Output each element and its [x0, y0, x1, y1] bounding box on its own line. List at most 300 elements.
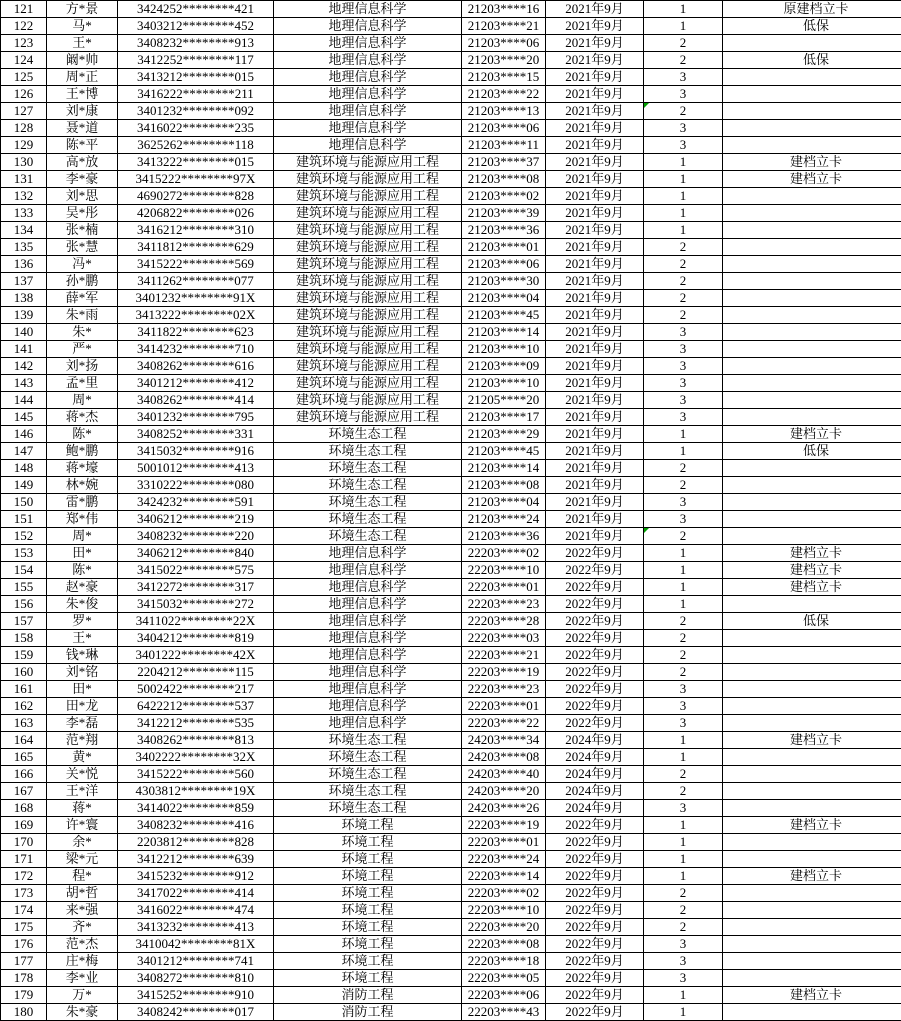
- id-number-cell[interactable]: 3401232********91X: [118, 290, 274, 307]
- id-number-cell[interactable]: 3416222********211: [118, 86, 274, 103]
- student-name-cell[interactable]: 蒋*: [47, 800, 118, 817]
- student-id-cell[interactable]: 22203****08: [462, 936, 546, 953]
- row-number-cell[interactable]: 138: [1, 290, 47, 307]
- student-name-cell[interactable]: 朱*俊: [47, 596, 118, 613]
- note-cell[interactable]: 建档立卡: [723, 426, 901, 443]
- student-name-cell[interactable]: 蒋*壕: [47, 460, 118, 477]
- row-number-cell[interactable]: 139: [1, 307, 47, 324]
- note-cell[interactable]: [723, 205, 901, 222]
- count-cell[interactable]: 1: [644, 545, 723, 562]
- count-cell[interactable]: 2: [644, 647, 723, 664]
- row-number-cell[interactable]: 124: [1, 52, 47, 69]
- major-cell[interactable]: 消防工程: [274, 1004, 462, 1021]
- major-cell[interactable]: 建筑环境与能源应用工程: [274, 222, 462, 239]
- major-cell[interactable]: 环境生态工程: [274, 460, 462, 477]
- id-number-cell[interactable]: 4206822********026: [118, 205, 274, 222]
- note-cell[interactable]: [723, 698, 901, 715]
- note-cell[interactable]: [723, 137, 901, 154]
- major-cell[interactable]: 建筑环境与能源应用工程: [274, 392, 462, 409]
- major-cell[interactable]: 地理信息科学: [274, 579, 462, 596]
- enroll-date-cell[interactable]: 2021年9月: [546, 290, 644, 307]
- student-name-cell[interactable]: 程*: [47, 868, 118, 885]
- note-cell[interactable]: [723, 324, 901, 341]
- student-id-cell[interactable]: 22203****05: [462, 970, 546, 987]
- major-cell[interactable]: 建筑环境与能源应用工程: [274, 171, 462, 188]
- student-id-cell[interactable]: 22203****14: [462, 868, 546, 885]
- student-id-cell[interactable]: 22203****02: [462, 545, 546, 562]
- count-cell[interactable]: 3: [644, 715, 723, 732]
- id-number-cell[interactable]: 3406212********840: [118, 545, 274, 562]
- enroll-date-cell[interactable]: 2021年9月: [546, 188, 644, 205]
- student-id-cell[interactable]: 21203****29: [462, 426, 546, 443]
- student-id-cell[interactable]: 21203****37: [462, 154, 546, 171]
- id-number-cell[interactable]: 3414232********710: [118, 341, 274, 358]
- id-number-cell[interactable]: 3412272********317: [118, 579, 274, 596]
- note-cell[interactable]: [723, 681, 901, 698]
- id-number-cell[interactable]: 3411822********623: [118, 324, 274, 341]
- student-id-cell[interactable]: 24203****20: [462, 783, 546, 800]
- note-cell[interactable]: 建档立卡: [723, 154, 901, 171]
- id-number-cell[interactable]: 3416022********474: [118, 902, 274, 919]
- student-name-cell[interactable]: 朱*雨: [47, 307, 118, 324]
- count-cell[interactable]: 1: [644, 222, 723, 239]
- note-cell[interactable]: [723, 511, 901, 528]
- student-id-cell[interactable]: 21203****06: [462, 120, 546, 137]
- row-number-cell[interactable]: 150: [1, 494, 47, 511]
- student-name-cell[interactable]: 万*: [47, 987, 118, 1004]
- note-cell[interactable]: 低保: [723, 52, 901, 69]
- major-cell[interactable]: 环境工程: [274, 885, 462, 902]
- student-id-cell[interactable]: 22203****10: [462, 902, 546, 919]
- count-cell[interactable]: 3: [644, 494, 723, 511]
- student-name-cell[interactable]: 林*婉: [47, 477, 118, 494]
- student-id-cell[interactable]: 21203****16: [462, 1, 546, 18]
- major-cell[interactable]: 地理信息科学: [274, 1, 462, 18]
- count-cell[interactable]: 2: [644, 630, 723, 647]
- count-cell[interactable]: 1: [644, 205, 723, 222]
- note-cell[interactable]: [723, 749, 901, 766]
- id-number-cell[interactable]: 3417022********414: [118, 885, 274, 902]
- enroll-date-cell[interactable]: 2022年9月: [546, 902, 644, 919]
- row-number-cell[interactable]: 171: [1, 851, 47, 868]
- note-cell[interactable]: 原建档立卡: [723, 1, 901, 18]
- student-name-cell[interactable]: 许*寰: [47, 817, 118, 834]
- student-name-cell[interactable]: 王*: [47, 630, 118, 647]
- student-id-cell[interactable]: 21203****14: [462, 324, 546, 341]
- student-id-cell[interactable]: 21203****36: [462, 222, 546, 239]
- row-number-cell[interactable]: 133: [1, 205, 47, 222]
- id-number-cell[interactable]: 3413222********02X: [118, 307, 274, 324]
- row-number-cell[interactable]: 127: [1, 103, 47, 120]
- student-name-cell[interactable]: 刘*扬: [47, 358, 118, 375]
- note-cell[interactable]: [723, 375, 901, 392]
- row-number-cell[interactable]: 144: [1, 392, 47, 409]
- major-cell[interactable]: 建筑环境与能源应用工程: [274, 341, 462, 358]
- row-number-cell[interactable]: 152: [1, 528, 47, 545]
- row-number-cell[interactable]: 153: [1, 545, 47, 562]
- count-cell[interactable]: 1: [644, 868, 723, 885]
- major-cell[interactable]: 地理信息科学: [274, 613, 462, 630]
- student-name-cell[interactable]: 范*杰: [47, 936, 118, 953]
- student-id-cell[interactable]: 22203****23: [462, 596, 546, 613]
- student-name-cell[interactable]: 陈*: [47, 562, 118, 579]
- major-cell[interactable]: 环境生态工程: [274, 443, 462, 460]
- student-id-cell[interactable]: 22203****22: [462, 715, 546, 732]
- enroll-date-cell[interactable]: 2021年9月: [546, 307, 644, 324]
- count-cell[interactable]: 2: [644, 766, 723, 783]
- student-name-cell[interactable]: 聂*道: [47, 120, 118, 137]
- student-name-cell[interactable]: 赵*豪: [47, 579, 118, 596]
- row-number-cell[interactable]: 154: [1, 562, 47, 579]
- enroll-date-cell[interactable]: 2024年9月: [546, 766, 644, 783]
- count-cell[interactable]: 3: [644, 69, 723, 86]
- id-number-cell[interactable]: 3408262********616: [118, 358, 274, 375]
- student-name-cell[interactable]: 周*正: [47, 69, 118, 86]
- row-number-cell[interactable]: 176: [1, 936, 47, 953]
- id-number-cell[interactable]: 2203812********828: [118, 834, 274, 851]
- note-cell[interactable]: [723, 1004, 901, 1021]
- student-id-cell[interactable]: 24203****26: [462, 800, 546, 817]
- student-name-cell[interactable]: 朱*豪: [47, 1004, 118, 1021]
- enroll-date-cell[interactable]: 2021年9月: [546, 375, 644, 392]
- student-name-cell[interactable]: 梁*元: [47, 851, 118, 868]
- enroll-date-cell[interactable]: 2022年9月: [546, 664, 644, 681]
- student-id-cell[interactable]: 21203****39: [462, 205, 546, 222]
- note-cell[interactable]: [723, 273, 901, 290]
- id-number-cell[interactable]: 3424232********591: [118, 494, 274, 511]
- count-cell[interactable]: 3: [644, 511, 723, 528]
- count-cell[interactable]: 3: [644, 358, 723, 375]
- id-number-cell[interactable]: 3401232********795: [118, 409, 274, 426]
- count-cell[interactable]: 1: [644, 443, 723, 460]
- count-cell[interactable]: 3: [644, 409, 723, 426]
- major-cell[interactable]: 地理信息科学: [274, 630, 462, 647]
- enroll-date-cell[interactable]: 2022年9月: [546, 579, 644, 596]
- count-cell[interactable]: 1: [644, 834, 723, 851]
- student-id-cell[interactable]: 21203****45: [462, 443, 546, 460]
- student-name-cell[interactable]: 刘*康: [47, 103, 118, 120]
- student-name-cell[interactable]: 阚*帅: [47, 52, 118, 69]
- student-id-cell[interactable]: 24203****08: [462, 749, 546, 766]
- row-number-cell[interactable]: 151: [1, 511, 47, 528]
- row-number-cell[interactable]: 147: [1, 443, 47, 460]
- row-number-cell[interactable]: 132: [1, 188, 47, 205]
- note-cell[interactable]: [723, 103, 901, 120]
- note-cell[interactable]: [723, 970, 901, 987]
- enroll-date-cell[interactable]: 2021年9月: [546, 273, 644, 290]
- id-number-cell[interactable]: 3408252********331: [118, 426, 274, 443]
- row-number-cell[interactable]: 148: [1, 460, 47, 477]
- note-cell[interactable]: [723, 783, 901, 800]
- row-number-cell[interactable]: 157: [1, 613, 47, 630]
- count-cell[interactable]: 3: [644, 936, 723, 953]
- id-number-cell[interactable]: 3310222********080: [118, 477, 274, 494]
- enroll-date-cell[interactable]: 2022年9月: [546, 698, 644, 715]
- enroll-date-cell[interactable]: 2021年9月: [546, 1, 644, 18]
- major-cell[interactable]: 建筑环境与能源应用工程: [274, 324, 462, 341]
- major-cell[interactable]: 地理信息科学: [274, 35, 462, 52]
- major-cell[interactable]: 地理信息科学: [274, 18, 462, 35]
- major-cell[interactable]: 建筑环境与能源应用工程: [274, 239, 462, 256]
- enroll-date-cell[interactable]: 2021年9月: [546, 103, 644, 120]
- note-cell[interactable]: 建档立卡: [723, 171, 901, 188]
- count-cell[interactable]: 1: [644, 18, 723, 35]
- count-cell[interactable]: 1: [644, 171, 723, 188]
- id-number-cell[interactable]: 3408232********220: [118, 528, 274, 545]
- note-cell[interactable]: [723, 477, 901, 494]
- student-id-cell[interactable]: 21205****20: [462, 392, 546, 409]
- student-name-cell[interactable]: 刘*思: [47, 188, 118, 205]
- note-cell[interactable]: [723, 919, 901, 936]
- student-name-cell[interactable]: 庄*梅: [47, 953, 118, 970]
- count-cell[interactable]: 1: [644, 817, 723, 834]
- note-cell[interactable]: [723, 358, 901, 375]
- student-id-cell[interactable]: 21203****08: [462, 477, 546, 494]
- count-cell[interactable]: 2: [644, 664, 723, 681]
- enroll-date-cell[interactable]: 2022年9月: [546, 647, 644, 664]
- major-cell[interactable]: 建筑环境与能源应用工程: [274, 188, 462, 205]
- row-number-cell[interactable]: 142: [1, 358, 47, 375]
- student-id-cell[interactable]: 21203****24: [462, 511, 546, 528]
- count-cell[interactable]: 3: [644, 120, 723, 137]
- student-id-cell[interactable]: 22203****01: [462, 579, 546, 596]
- id-number-cell[interactable]: 3411812********629: [118, 239, 274, 256]
- major-cell[interactable]: 环境生态工程: [274, 766, 462, 783]
- row-number-cell[interactable]: 129: [1, 137, 47, 154]
- enroll-date-cell[interactable]: 2021年9月: [546, 528, 644, 545]
- id-number-cell[interactable]: 3416022********235: [118, 120, 274, 137]
- major-cell[interactable]: 地理信息科学: [274, 545, 462, 562]
- major-cell[interactable]: 地理信息科学: [274, 647, 462, 664]
- enroll-date-cell[interactable]: 2021年9月: [546, 35, 644, 52]
- id-number-cell[interactable]: 3402222********32X: [118, 749, 274, 766]
- major-cell[interactable]: 地理信息科学: [274, 52, 462, 69]
- count-cell[interactable]: 1: [644, 596, 723, 613]
- count-cell[interactable]: 1: [644, 1, 723, 18]
- student-id-cell[interactable]: 21203****36: [462, 528, 546, 545]
- count-cell[interactable]: 2: [644, 239, 723, 256]
- count-cell[interactable]: 2: [644, 307, 723, 324]
- count-cell[interactable]: 1: [644, 987, 723, 1004]
- id-number-cell[interactable]: 3401212********412: [118, 375, 274, 392]
- enroll-date-cell[interactable]: 2024年9月: [546, 749, 644, 766]
- enroll-date-cell[interactable]: 2021年9月: [546, 443, 644, 460]
- count-cell[interactable]: 2: [644, 783, 723, 800]
- student-id-cell[interactable]: 21203****08: [462, 171, 546, 188]
- student-id-cell[interactable]: 21203****09: [462, 358, 546, 375]
- note-cell[interactable]: [723, 800, 901, 817]
- enroll-date-cell[interactable]: 2022年9月: [546, 630, 644, 647]
- note-cell[interactable]: 建档立卡: [723, 562, 901, 579]
- note-cell[interactable]: [723, 86, 901, 103]
- note-cell[interactable]: [723, 290, 901, 307]
- major-cell[interactable]: 建筑环境与能源应用工程: [274, 205, 462, 222]
- student-name-cell[interactable]: 孟*里: [47, 375, 118, 392]
- id-number-cell[interactable]: 3413222********015: [118, 154, 274, 171]
- student-id-cell[interactable]: 22203****01: [462, 698, 546, 715]
- note-cell[interactable]: [723, 766, 901, 783]
- note-cell[interactable]: [723, 885, 901, 902]
- student-name-cell[interactable]: 马*: [47, 18, 118, 35]
- count-cell[interactable]: 1: [644, 154, 723, 171]
- id-number-cell[interactable]: 2204212********115: [118, 664, 274, 681]
- student-id-cell[interactable]: 22203****21: [462, 647, 546, 664]
- id-number-cell[interactable]: 3412212********535: [118, 715, 274, 732]
- note-cell[interactable]: [723, 851, 901, 868]
- student-name-cell[interactable]: 雷*鹏: [47, 494, 118, 511]
- student-name-cell[interactable]: 田*龙: [47, 698, 118, 715]
- enroll-date-cell[interactable]: 2022年9月: [546, 834, 644, 851]
- major-cell[interactable]: 环境工程: [274, 902, 462, 919]
- row-number-cell[interactable]: 158: [1, 630, 47, 647]
- count-cell[interactable]: 1: [644, 562, 723, 579]
- id-number-cell[interactable]: 3411022********22X: [118, 613, 274, 630]
- enroll-date-cell[interactable]: 2024年9月: [546, 783, 644, 800]
- major-cell[interactable]: 地理信息科学: [274, 698, 462, 715]
- id-number-cell[interactable]: 3408272********810: [118, 970, 274, 987]
- student-id-cell[interactable]: 22203****02: [462, 885, 546, 902]
- student-id-cell[interactable]: 21203****30: [462, 273, 546, 290]
- note-cell[interactable]: [723, 834, 901, 851]
- student-id-cell[interactable]: 21203****14: [462, 460, 546, 477]
- major-cell[interactable]: 建筑环境与能源应用工程: [274, 290, 462, 307]
- note-cell[interactable]: [723, 341, 901, 358]
- student-name-cell[interactable]: 王*洋: [47, 783, 118, 800]
- id-number-cell[interactable]: 3408262********414: [118, 392, 274, 409]
- enroll-date-cell[interactable]: 2021年9月: [546, 256, 644, 273]
- student-name-cell[interactable]: 鲍*鹏: [47, 443, 118, 460]
- enroll-date-cell[interactable]: 2022年9月: [546, 953, 644, 970]
- student-name-cell[interactable]: 严*: [47, 341, 118, 358]
- major-cell[interactable]: 地理信息科学: [274, 715, 462, 732]
- student-id-cell[interactable]: 21203****02: [462, 188, 546, 205]
- row-number-cell[interactable]: 159: [1, 647, 47, 664]
- note-cell[interactable]: [723, 188, 901, 205]
- count-cell[interactable]: 1: [644, 579, 723, 596]
- student-id-cell[interactable]: 24203****34: [462, 732, 546, 749]
- student-name-cell[interactable]: 胡*哲: [47, 885, 118, 902]
- count-cell[interactable]: 1: [644, 851, 723, 868]
- id-number-cell[interactable]: 3401222********42X: [118, 647, 274, 664]
- major-cell[interactable]: 地理信息科学: [274, 664, 462, 681]
- enroll-date-cell[interactable]: 2022年9月: [546, 596, 644, 613]
- student-name-cell[interactable]: 刘*铭: [47, 664, 118, 681]
- id-number-cell[interactable]: 3415252********910: [118, 987, 274, 1004]
- student-id-cell[interactable]: 21203****06: [462, 256, 546, 273]
- student-id-cell[interactable]: 21203****22: [462, 86, 546, 103]
- row-number-cell[interactable]: 145: [1, 409, 47, 426]
- student-name-cell[interactable]: 李*业: [47, 970, 118, 987]
- student-id-cell[interactable]: 22203****01: [462, 834, 546, 851]
- major-cell[interactable]: 地理信息科学: [274, 137, 462, 154]
- row-number-cell[interactable]: 149: [1, 477, 47, 494]
- row-number-cell[interactable]: 126: [1, 86, 47, 103]
- enroll-date-cell[interactable]: 2022年9月: [546, 1004, 644, 1021]
- student-name-cell[interactable]: 王*博: [47, 86, 118, 103]
- student-name-cell[interactable]: 余*: [47, 834, 118, 851]
- count-cell[interactable]: 3: [644, 970, 723, 987]
- student-name-cell[interactable]: 王*: [47, 35, 118, 52]
- major-cell[interactable]: 环境生态工程: [274, 783, 462, 800]
- note-cell[interactable]: [723, 953, 901, 970]
- note-cell[interactable]: [723, 647, 901, 664]
- count-cell[interactable]: 2: [644, 885, 723, 902]
- major-cell[interactable]: 地理信息科学: [274, 86, 462, 103]
- enroll-date-cell[interactable]: 2021年9月: [546, 154, 644, 171]
- id-number-cell[interactable]: 3415222********97X: [118, 171, 274, 188]
- student-name-cell[interactable]: 田*: [47, 545, 118, 562]
- row-number-cell[interactable]: 140: [1, 324, 47, 341]
- note-cell[interactable]: 低保: [723, 443, 901, 460]
- student-id-cell[interactable]: 21203****10: [462, 375, 546, 392]
- count-cell[interactable]: 3: [644, 698, 723, 715]
- enroll-date-cell[interactable]: 2022年9月: [546, 613, 644, 630]
- row-number-cell[interactable]: 179: [1, 987, 47, 1004]
- row-number-cell[interactable]: 134: [1, 222, 47, 239]
- count-cell[interactable]: 3: [644, 800, 723, 817]
- major-cell[interactable]: 地理信息科学: [274, 596, 462, 613]
- student-id-cell[interactable]: 22203****10: [462, 562, 546, 579]
- count-cell[interactable]: 3: [644, 375, 723, 392]
- row-number-cell[interactable]: 121: [1, 1, 47, 18]
- enroll-date-cell[interactable]: 2022年9月: [546, 919, 644, 936]
- note-cell[interactable]: [723, 528, 901, 545]
- row-number-cell[interactable]: 164: [1, 732, 47, 749]
- enroll-date-cell[interactable]: 2021年9月: [546, 426, 644, 443]
- note-cell[interactable]: [723, 392, 901, 409]
- id-number-cell[interactable]: 3404212********819: [118, 630, 274, 647]
- note-cell[interactable]: [723, 715, 901, 732]
- major-cell[interactable]: 建筑环境与能源应用工程: [274, 273, 462, 290]
- enroll-date-cell[interactable]: 2022年9月: [546, 545, 644, 562]
- note-cell[interactable]: 低保: [723, 18, 901, 35]
- enroll-date-cell[interactable]: 2021年9月: [546, 341, 644, 358]
- major-cell[interactable]: 环境工程: [274, 834, 462, 851]
- row-number-cell[interactable]: 130: [1, 154, 47, 171]
- student-name-cell[interactable]: 来*强: [47, 902, 118, 919]
- enroll-date-cell[interactable]: 2022年9月: [546, 681, 644, 698]
- student-name-cell[interactable]: 张*慧: [47, 239, 118, 256]
- student-id-cell[interactable]: 21203****20: [462, 52, 546, 69]
- count-cell[interactable]: 2: [644, 902, 723, 919]
- major-cell[interactable]: 环境生态工程: [274, 511, 462, 528]
- note-cell[interactable]: [723, 630, 901, 647]
- row-number-cell[interactable]: 178: [1, 970, 47, 987]
- row-number-cell[interactable]: 165: [1, 749, 47, 766]
- enroll-date-cell[interactable]: 2021年9月: [546, 409, 644, 426]
- count-cell[interactable]: 3: [644, 324, 723, 341]
- id-number-cell[interactable]: 3416212********310: [118, 222, 274, 239]
- count-cell[interactable]: 1: [644, 188, 723, 205]
- id-number-cell[interactable]: 5002422********217: [118, 681, 274, 698]
- student-id-cell[interactable]: 22203****06: [462, 987, 546, 1004]
- row-number-cell[interactable]: 169: [1, 817, 47, 834]
- student-id-cell[interactable]: 24203****40: [462, 766, 546, 783]
- major-cell[interactable]: 建筑环境与能源应用工程: [274, 256, 462, 273]
- count-cell[interactable]: 1: [644, 749, 723, 766]
- note-cell[interactable]: 建档立卡: [723, 817, 901, 834]
- count-cell[interactable]: 3: [644, 953, 723, 970]
- student-id-cell[interactable]: 22203****03: [462, 630, 546, 647]
- enroll-date-cell[interactable]: 2021年9月: [546, 18, 644, 35]
- student-name-cell[interactable]: 罗*: [47, 613, 118, 630]
- student-id-cell[interactable]: 22203****19: [462, 817, 546, 834]
- count-cell[interactable]: 3: [644, 86, 723, 103]
- row-number-cell[interactable]: 137: [1, 273, 47, 290]
- student-id-cell[interactable]: 21203****01: [462, 239, 546, 256]
- enroll-date-cell[interactable]: 2024年9月: [546, 732, 644, 749]
- count-cell[interactable]: 1: [644, 426, 723, 443]
